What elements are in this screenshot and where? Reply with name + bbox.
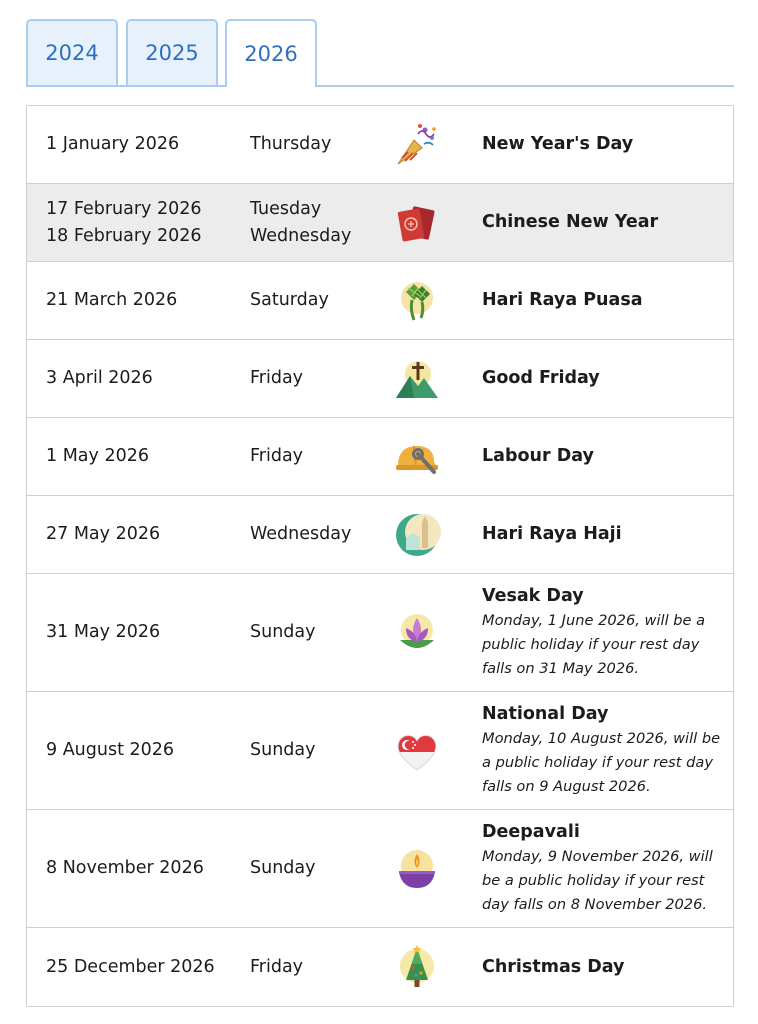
- holiday-name: National Day: [482, 704, 609, 724]
- holiday-day: Wednesday: [250, 225, 352, 246]
- hard-hat-wrench-icon: [392, 432, 442, 482]
- singapore-heart-icon: [392, 726, 442, 776]
- holiday-date: 1 January 2026: [46, 134, 180, 154]
- holiday-name: Christmas Day: [482, 956, 625, 977]
- holiday-day: Thursday: [250, 134, 332, 154]
- table-row: [27, 418, 733, 496]
- ketupat-icon: [392, 276, 442, 326]
- holiday-day: Sunday: [250, 622, 316, 642]
- holiday-table: [26, 105, 734, 1007]
- holiday-day: Saturday: [250, 290, 329, 310]
- tab-2026[interactable]: 2026: [225, 19, 317, 87]
- holiday-date: 17 February 2026: [46, 198, 202, 219]
- party-popper-icon: [392, 120, 442, 170]
- table-row: [27, 262, 733, 340]
- red-packet-icon: [392, 198, 442, 248]
- crescent-mosque-icon: [392, 510, 442, 560]
- table-row: [27, 340, 733, 418]
- lotus-icon: [392, 608, 442, 658]
- holiday-date: 25 December 2026: [46, 956, 215, 977]
- holiday-note: Monday, 10 August 2026, will be a public holiday if your rest day falls on 9 August 2026.: [482, 730, 721, 795]
- holiday-day: Wednesday: [250, 524, 352, 544]
- holiday-date: 1 May 2026: [46, 446, 149, 466]
- christmas-tree-icon: [392, 942, 442, 992]
- holiday-date: 8 November 2026: [46, 858, 204, 878]
- holiday-name: Deepavali: [482, 822, 580, 842]
- holiday-date: 27 May 2026: [46, 524, 161, 544]
- holiday-name: Labour Day: [482, 446, 594, 466]
- tab-2025[interactable]: 2025: [126, 19, 218, 85]
- holiday-note: Monday, 1 June 2026, will be a public holiday if your rest day falls on 31 May 2026.: [482, 612, 706, 677]
- holiday-day: Tuesday: [250, 198, 322, 219]
- holiday-date: 31 May 2026: [46, 622, 161, 642]
- cross-on-hill-icon: [392, 354, 442, 404]
- year-tabs: [26, 19, 734, 87]
- holiday-name: Hari Raya Puasa: [482, 290, 643, 310]
- holiday-note: Monday, 9 November 2026, will be a public holiday if your rest day falls on 8 November 2026.: [482, 848, 713, 913]
- table-row: [27, 692, 733, 810]
- table-row: [27, 496, 733, 574]
- holiday-date: 9 August 2026: [46, 740, 175, 760]
- tabs-underline: [26, 85, 734, 87]
- holiday-date: 3 April 2026: [46, 368, 153, 388]
- table-row: [27, 928, 733, 1006]
- holiday-day: Friday: [250, 956, 304, 977]
- holiday-name: Good Friday: [482, 368, 600, 388]
- holiday-day: Sunday: [250, 858, 316, 878]
- holiday-name: New Year's Day: [482, 134, 634, 154]
- holiday-day: Friday: [250, 368, 304, 388]
- table-row: [27, 574, 733, 692]
- holiday-day: Sunday: [250, 740, 316, 760]
- table-row: [27, 106, 733, 184]
- holiday-name: Vesak Day: [482, 586, 584, 606]
- holiday-day: Friday: [250, 446, 304, 466]
- holiday-name: Hari Raya Haji: [482, 524, 622, 544]
- table-row: [27, 810, 733, 928]
- table-row: [27, 184, 733, 262]
- holiday-date: 21 March 2026: [46, 290, 178, 310]
- tab-2024[interactable]: 2024: [26, 19, 118, 85]
- holiday-date: 18 February 2026: [46, 225, 202, 246]
- holiday-name: Chinese New Year: [482, 212, 659, 232]
- oil-lamp-icon: [392, 844, 442, 894]
